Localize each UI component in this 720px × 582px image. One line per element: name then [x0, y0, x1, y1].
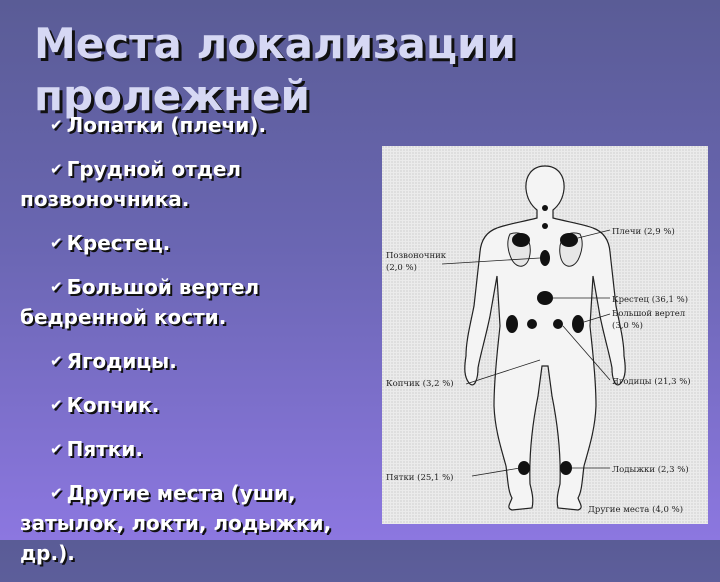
spot-ankle-right [560, 461, 572, 475]
spot-sacrum [537, 291, 553, 305]
label-shoulders: Плечи (2,9 %) [612, 227, 675, 237]
bullet-text: Лопатки (плечи). [66, 113, 267, 137]
bullet-item [20, 228, 365, 258]
label-coccyx: Копчик (3,2 %) [386, 379, 454, 389]
body-diagram [382, 146, 708, 524]
bullet-text: Грудной отдел позвоночника. [20, 157, 242, 211]
bullet-text: Другие места (уши, затылок, локти, лодыжки, др.). [20, 481, 332, 565]
label-ankles: Лодыжки (2,3 %) [612, 465, 689, 475]
spot-neck [542, 205, 548, 211]
label-other: Другие места (4,0 %) [588, 505, 684, 515]
checkmark-icon: ✔ [50, 484, 63, 502]
label-spine-line2: (2,0 %) [386, 263, 417, 273]
bullet-list [20, 110, 365, 582]
checkmark-icon: ✔ [50, 440, 63, 458]
bullet-text: Копчик. [66, 393, 160, 417]
bullet-text: Большой вертел бедренной кости. [20, 275, 260, 329]
checkmark-icon: ✔ [50, 116, 63, 134]
spot-trochanter-left [506, 315, 518, 333]
bullet-text: Ягодицы. [66, 349, 177, 373]
bullet-item [20, 434, 365, 464]
bullet-item [20, 346, 365, 376]
checkmark-icon: ✔ [50, 278, 63, 296]
checkmark-icon: ✔ [50, 234, 63, 252]
label-heels: Пятки (25,1 %) [386, 473, 454, 483]
spot-buttock-left [527, 319, 537, 329]
checkmark-icon: ✔ [50, 160, 63, 178]
slide-title: Места локализации пролежней [34, 19, 516, 120]
label-trochanter-line2: (3,0 %) [612, 321, 643, 331]
bullet-item [20, 478, 365, 568]
label-buttocks: Ягодицы (21,3 %) [612, 377, 691, 387]
bullet-text: Крестец. [66, 231, 171, 255]
spot-buttock-right [553, 319, 563, 329]
bullet-item [20, 154, 365, 214]
checkmark-icon: ✔ [50, 396, 63, 414]
bullet-item [20, 272, 365, 332]
bullet-text: Пятки. [66, 437, 143, 461]
spot-spine-1 [542, 223, 548, 229]
spot-spine-2 [540, 250, 550, 266]
bullet-item [20, 110, 365, 140]
bullet-item [20, 390, 365, 420]
spot-trochanter-right [572, 315, 584, 333]
body-diagram-svg [382, 146, 708, 524]
label-spine-line1: Позвоночник [386, 251, 447, 261]
spot-shoulder-left [512, 233, 530, 247]
label-sacrum: Крестец (36,1 %) [612, 295, 689, 305]
spot-shoulder-right [560, 233, 578, 247]
checkmark-icon: ✔ [50, 352, 63, 370]
label-trochanter-line1: Большой вертел [612, 309, 686, 319]
